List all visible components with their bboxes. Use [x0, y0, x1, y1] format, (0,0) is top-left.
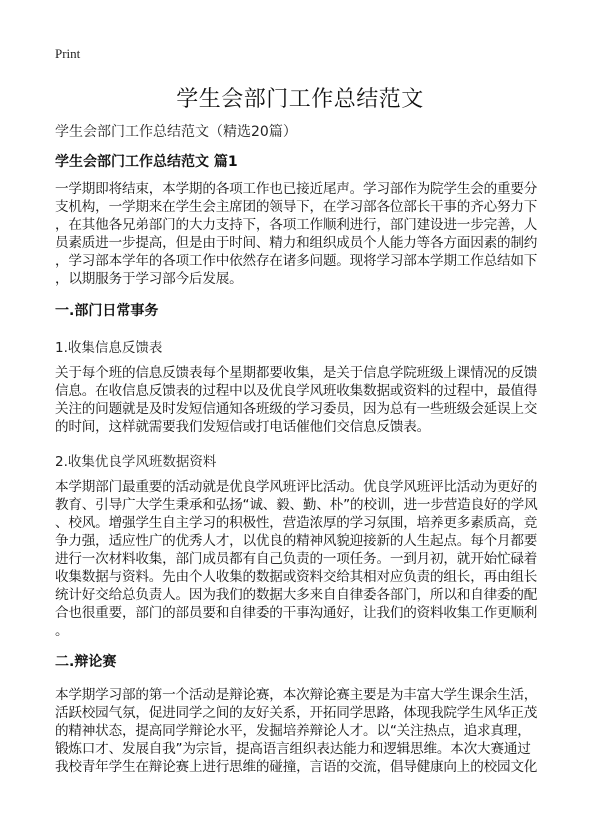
text-line: 我校青年学生在辩论赛上进行思维的碰撞，言语的交流，倡导健康向上的校园文化	[55, 759, 538, 775]
text-line: 关于每个班的信息反馈表每个星期都要收集，是关于信息学院班级上课情况的反馈	[55, 365, 538, 381]
text-line: 收集数据与资料。先由个人收集的数据或资料交给其相对应负责的组长，再由组长	[55, 569, 538, 585]
item1-title: 1.收集信息反馈表	[55, 340, 163, 356]
text-line: 合也很重要，部门的部员要和自律委的干事沟通好，让我们的资料收集工作更顺利	[55, 605, 538, 621]
text-line: 争力强，适应性广的优秀人才，以优良的精神风貌迎接新的人生起点。每个月都要	[55, 533, 538, 549]
item1-paragraph	[55, 364, 537, 436]
section1-heading: 一.部门日常事务	[55, 303, 159, 319]
text-line: 本学期部门最重要的活动就是优良学风班评比活动。优良学风班评比活动为更好的	[55, 479, 538, 495]
item2-paragraph	[55, 478, 537, 640]
print-link[interactable]: Print	[55, 46, 81, 61]
text-line: 。	[55, 623, 69, 639]
text-line: 的时间，这样就需要我们发短信或打电话催他们交信息反馈表。	[55, 419, 431, 435]
text-line: 关注的问题就是及时发短信通知各班级的学习委员，因为总有一些班级会延误上交	[55, 401, 538, 417]
section2-paragraph	[55, 686, 537, 776]
section2-heading: 二.辩论赛	[55, 654, 117, 670]
text-line: 信息。在收信息反馈表的过程中以及优良学风班收集数据或资料的过程中，最值得	[55, 383, 538, 399]
intro-paragraph	[55, 180, 537, 288]
text-line: 锻炼口才、发展自我”为宗旨，提高语言组织表达能力和逻辑思维。本次大赛通过	[55, 741, 531, 757]
text-line: ，在其他各兄弟部门的大力支持下，各项工作顺利进行，部门建设进一步完善，人	[55, 217, 538, 233]
text-line: 进行一次材料收集，部门成员都有自己负责的一项任务。一到月初，就开始忙碌着	[55, 551, 538, 567]
text-line: ，学习部本学年的各项工作中依然存在诸多问题。现将学习部本学期工作总结如下	[55, 253, 538, 269]
text-line: 一学期即将结束，本学期的各项工作也已接近尾声。学习部作为院学生会的重要分	[55, 181, 538, 197]
text-line: 教育、引导广大学生秉承和弘扬“诚、毅、勤、朴”的校训，进一步营造良好的学风	[55, 497, 538, 513]
text-line: 的精神状态，提高同学辩论水平，发掘培养辩论人才。以“关注热点，追求真理，	[55, 723, 531, 739]
text-line: ，以期服务于学习部今后发展。	[55, 271, 243, 287]
subtitle: 学生会部门工作总结范文（精选20篇）	[55, 124, 297, 140]
item2-title: 2.收集优良学风班数据资料	[55, 454, 217, 470]
page-title: 学生会部门工作总结范文	[176, 87, 424, 112]
text-line: 活跃校园气氛，促进同学之间的友好关系，开拓同学思路，体现我院学生风华正茂	[55, 705, 538, 721]
text-line: 统计好交给总负责人。因为我们的数据大多来自自律委各部门，所以和自律委的配	[55, 587, 538, 603]
text-line: 、校风。增强学生自主学习的积极性，营造浓厚的学习氛围，培养更多素质高，竞	[55, 515, 538, 531]
text-line: 员素质进一步提高，但是由于时间、精力和组织成员个人能力等各方面因素的制约	[55, 235, 538, 251]
article-heading: 学生会部门工作总结范文 篇1	[55, 154, 238, 170]
text-line: 支机构，一学期来在学生会主席团的领导下，在学习部各位部长干事的齐心努力下	[55, 199, 538, 215]
text-line: 本学期学习部的第一个活动是辩论赛，本次辩论赛主要是为丰富大学生课余生活，	[55, 687, 538, 703]
